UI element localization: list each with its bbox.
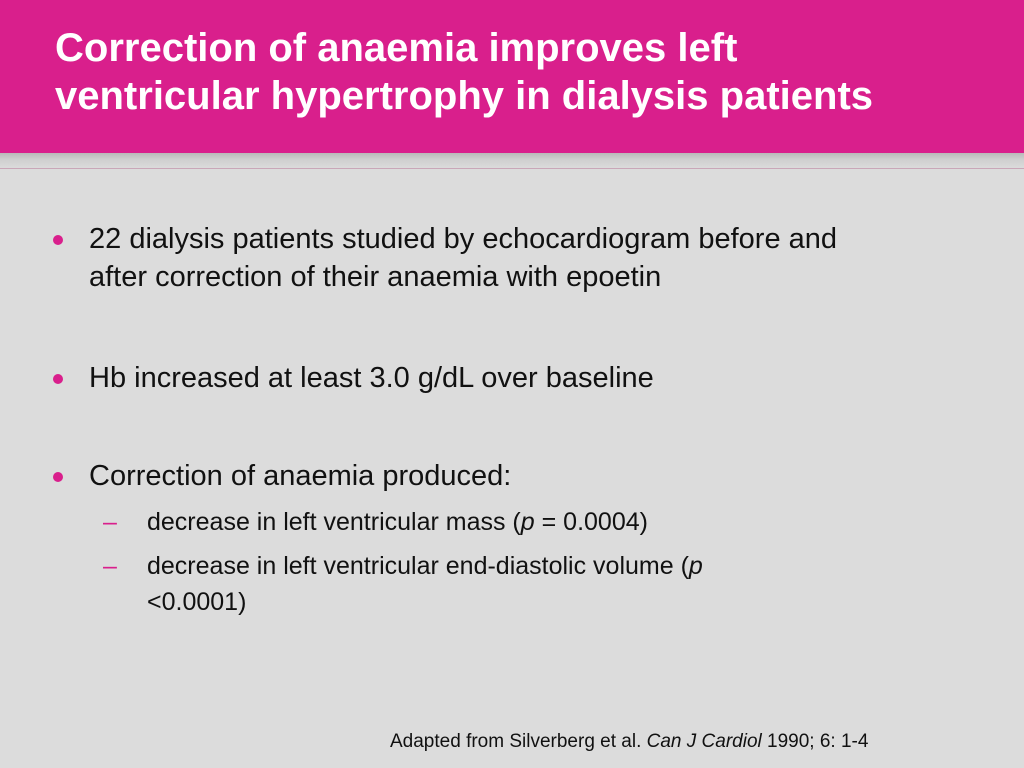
sub-bullet-text-2 — [147, 548, 887, 620]
bullet-text-2: Hb increased at least 3.0 g/dL over baseline — [89, 362, 654, 394]
sub-2-line-1 — [147, 548, 887, 584]
slide-title-line-2: ventricular hypertrophy in dialysis patients — [55, 74, 874, 118]
header-shadow-divider — [0, 153, 1024, 169]
slide-title — [55, 24, 1005, 120]
slide-title-line-1: Correction of anaemia improves left — [55, 26, 738, 70]
sub-2-p-symbol: p — [688, 552, 703, 580]
sub-2-line-2: <0.0001) — [147, 588, 247, 616]
bullet-text-1 — [89, 220, 989, 296]
sub-1-p-symbol: p — [520, 508, 535, 536]
sub-1-text-pre: decrease in left ventricular mass ( — [147, 508, 521, 536]
sub-2-text-pre: decrease in left ventricular end-diastolic volume ( — [147, 552, 689, 580]
sub-bullet-text-1 — [147, 504, 887, 540]
bullet-1-line-2: after correction of their anaemia with epoetin — [89, 261, 662, 293]
dash-icon: – — [103, 552, 117, 580]
header-divider-line — [0, 168, 1024, 169]
dash-icon: – — [103, 508, 117, 536]
title-banner — [0, 0, 1024, 153]
sub-1-text-post: = 0.0004) — [534, 508, 648, 536]
bullet-text-3: Correction of anaemia produced: — [89, 460, 512, 492]
bullet-dot-icon — [53, 235, 63, 245]
bullet-dot-icon — [53, 374, 63, 384]
citation-pre: Adapted from Silverberg et al. — [390, 731, 647, 752]
bullet-dot-icon — [53, 472, 63, 482]
citation-post: 1990; 6: 1-4 — [761, 731, 869, 752]
citation-journal: Can J Cardiol — [646, 731, 762, 752]
citation — [390, 730, 1010, 754]
bullet-1-line-1: 22 dialysis patients studied by echocardiogram before and — [89, 223, 838, 255]
